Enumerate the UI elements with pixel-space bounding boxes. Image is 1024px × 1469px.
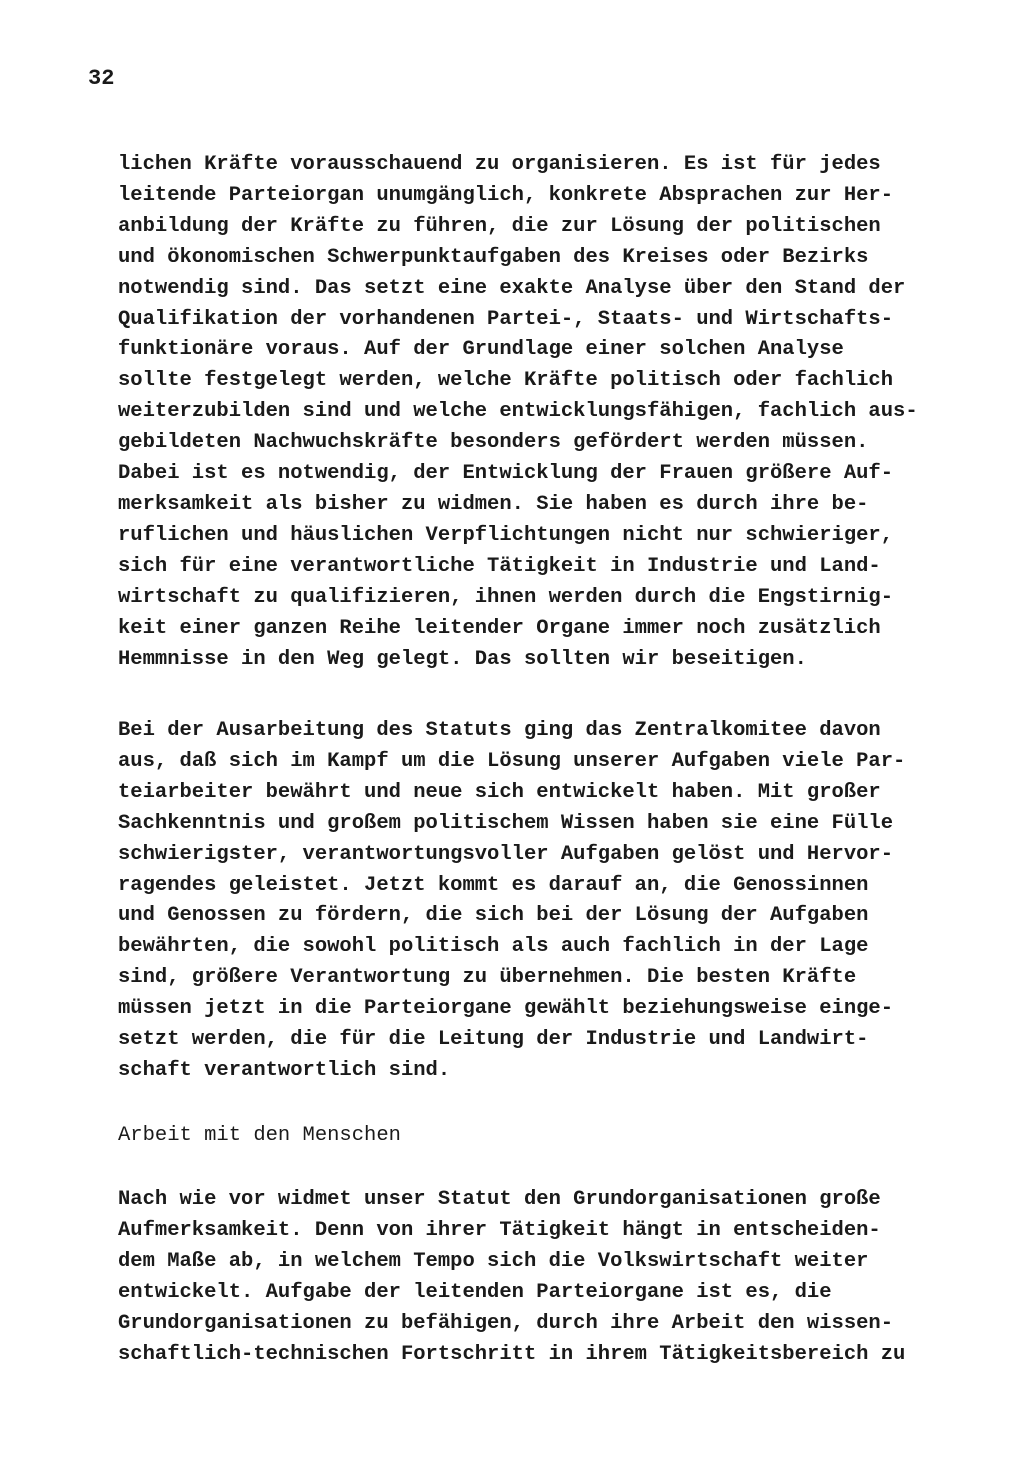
paragraph-1: lichen Kräfte vorausschauend zu organisieren. Es ist für jedes leitende Parteiorgan unumgänglich, konkrete Absprachen zur Her- anbildung der Kräfte zu führen, die zur Lösung der politischen und ökonomischen Schwerpunktaufgaben des Kreises oder Bezirks notwendig sind. Das setzt eine exakte Analyse über den Stand der Qualifikation der vorhandenen Partei-, Staats- und Wirtschafts- funktionäre voraus. Auf der Grundlage einer solchen Analyse sollte festgelegt werden, welche Kräfte politisch oder fachlich weiterzubilden sind und welche entwicklungsfähigen, fachlich aus- gebildeten Nachwuchskräfte besonders gefördert werden müssen. Dabei ist es notwendig, der Entwicklung der Frauen größere Auf- merksamkeit als bisher zu widmen. Sie haben es durch ihre be- ruflichen und häuslichen Verpflichtungen nicht nur schwieriger, sich für eine verantwortliche Tätigkeit in Industrie und Land- wirtschaft zu qualifizieren, ihnen werden durch die Engstirnig- keit einer ganzen Reihe leitender Organe immer noch zusätzlich Hemmnisse in den Weg gelegt. Das sollten wir beseitigen. (118, 153, 918, 671)
page-number: 32 (88, 66, 115, 91)
section-heading: Arbeit mit den Menschen (118, 1124, 401, 1147)
paragraph-2: Bei der Ausarbeitung des Statuts ging das Zentralkomitee davon aus, daß sich im Kampf um die Lösung unserer Aufgaben viele Par- teiarbeiter bewährt und neue sich entwickelt haben. Mit großer Sachkenntnis und großem politischem Wissen haben sie eine Fülle schwierigster, verantwortungsvoller Aufgaben gelöst und Hervor- ragendes geleistet. Jetzt kommt es darauf an, die Genossinnen und Genossen zu fördern, die sich bei der Lösung der Aufgaben bewährten, die sowohl politisch als auch fachlich in der Lage sind, größere Verantwortung zu übernehmen. Die besten Kräfte müssen jetzt in die Parteiorgane gewählt beziehungsweise einge- setzt werden, die für die Leitung der Industrie und Landwirt- schaft verantwortlich sind. (118, 719, 906, 1082)
paragraph-3: Nach wie vor widmet unser Statut den Grundorganisationen große Aufmerksamkeit. Denn von ihrer Tätigkeit hängt in entscheiden- dem Maße ab, in welchem Tempo sich die Volkswirtschaft weiter entwickelt. Aufgabe der leitenden Parteiorgane ist es, die Grundorganisationen zu befähigen, durch ihre Arbeit den wissen- schaftlich-technischen Fortschritt in ihrem Tätigkeitsbereich zu (118, 1188, 906, 1366)
